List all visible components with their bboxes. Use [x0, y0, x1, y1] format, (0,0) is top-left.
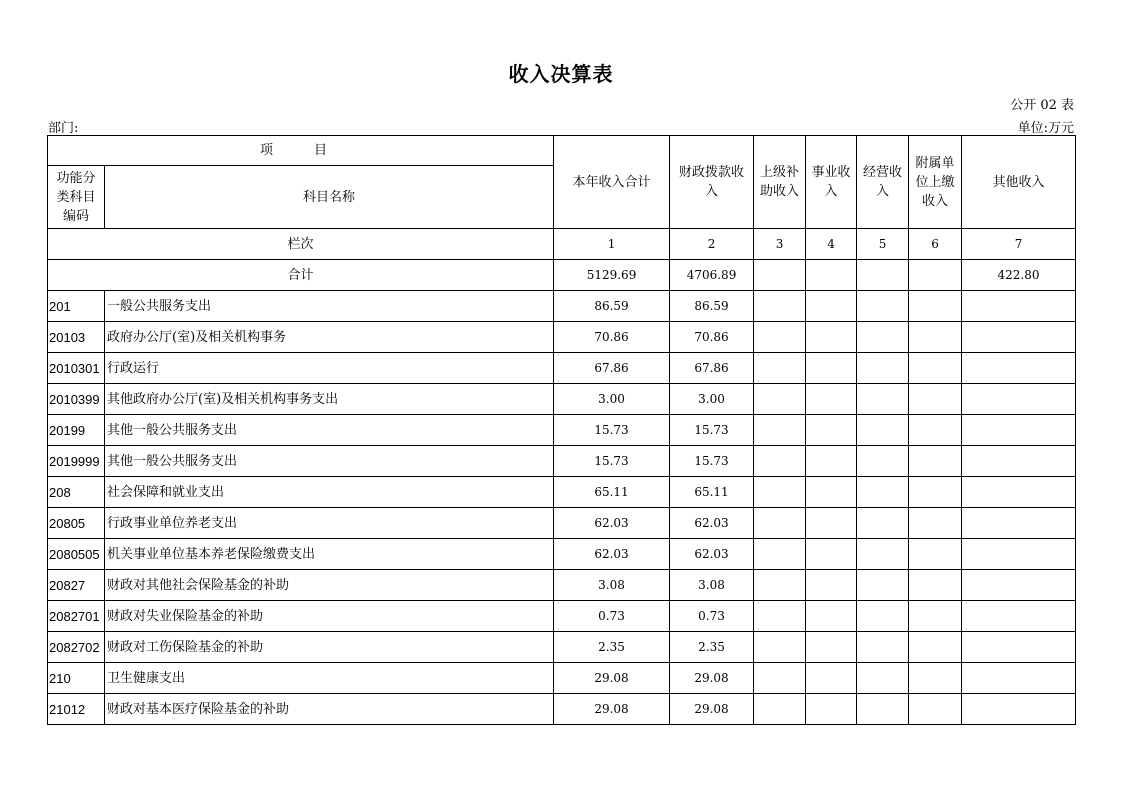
row-operating	[857, 384, 909, 415]
row-other	[962, 353, 1076, 384]
row-operating	[857, 446, 909, 477]
row-total: 86.59	[554, 291, 670, 322]
row-affiliated	[909, 632, 962, 663]
row-code: 2019999	[48, 446, 105, 477]
row-code: 2010399	[48, 384, 105, 415]
row-other	[962, 508, 1076, 539]
row-code: 20199	[48, 415, 105, 446]
row-operating	[857, 353, 909, 384]
row-business	[806, 291, 857, 322]
row-code: 2082701	[48, 601, 105, 632]
table-row	[48, 632, 1076, 663]
row-business	[806, 508, 857, 539]
row-other	[962, 663, 1076, 694]
row-operating	[857, 694, 909, 725]
row-superior	[754, 446, 806, 477]
row-total: 0.73	[554, 601, 670, 632]
row-code: 2010301	[48, 353, 105, 384]
row-superior	[754, 632, 806, 663]
row-business	[806, 539, 857, 570]
row-total: 29.08	[554, 694, 670, 725]
row-total: 2.35	[554, 632, 670, 663]
total-row	[48, 260, 1076, 291]
total-business	[806, 260, 857, 291]
row-other	[962, 384, 1076, 415]
form-code: 公开 02 表	[1010, 98, 1074, 113]
total-sum: 5129.69	[554, 260, 670, 291]
row-business	[806, 694, 857, 725]
table-row	[48, 446, 1076, 477]
row-code: 20827	[48, 570, 105, 601]
header-affiliated: 附属单位上缴收入	[909, 136, 962, 229]
unit-label: 单位:万元	[1017, 121, 1074, 136]
row-total: 65.11	[554, 477, 670, 508]
table-row	[48, 508, 1076, 539]
row-other	[962, 601, 1076, 632]
income-table	[47, 135, 1076, 725]
row-total: 3.08	[554, 570, 670, 601]
row-affiliated	[909, 384, 962, 415]
table-row	[48, 384, 1076, 415]
row-other	[962, 446, 1076, 477]
row-other	[962, 539, 1076, 570]
department-label: 部门:	[48, 121, 79, 136]
total-operating	[857, 260, 909, 291]
row-other	[962, 632, 1076, 663]
row-business	[806, 353, 857, 384]
row-name: 卫生健康支出	[105, 663, 554, 694]
row-total: 67.86	[554, 353, 670, 384]
column-number-row	[48, 229, 1076, 260]
row-business	[806, 663, 857, 694]
row-affiliated	[909, 291, 962, 322]
row-fiscal: 29.08	[670, 663, 754, 694]
row-affiliated	[909, 477, 962, 508]
row-name: 行政事业单位养老支出	[105, 508, 554, 539]
row-fiscal: 15.73	[670, 446, 754, 477]
column-number: 1	[554, 229, 670, 260]
table-row	[48, 477, 1076, 508]
row-code: 2080505	[48, 539, 105, 570]
header-other: 其他收入	[962, 136, 1076, 229]
row-operating	[857, 632, 909, 663]
table-row	[48, 694, 1076, 725]
table-row	[48, 353, 1076, 384]
row-superior	[754, 353, 806, 384]
row-code: 21012	[48, 694, 105, 725]
row-name: 社会保障和就业支出	[105, 477, 554, 508]
total-other: 422.80	[962, 260, 1076, 291]
table-row	[48, 415, 1076, 446]
column-number: 2	[670, 229, 754, 260]
row-operating	[857, 415, 909, 446]
page-title: 收入决算表	[508, 62, 614, 86]
row-code: 210	[48, 663, 105, 694]
row-fiscal: 62.03	[670, 539, 754, 570]
row-name: 财政对基本医疗保险基金的补助	[105, 694, 554, 725]
header-superior: 上级补助收入	[754, 136, 806, 229]
row-superior	[754, 539, 806, 570]
row-fiscal: 3.00	[670, 384, 754, 415]
row-business	[806, 632, 857, 663]
row-business	[806, 322, 857, 353]
row-name: 一般公共服务支出	[105, 291, 554, 322]
header-operating: 经营收入	[857, 136, 909, 229]
total-affiliated	[909, 260, 962, 291]
row-fiscal: 15.73	[670, 415, 754, 446]
row-affiliated	[909, 570, 962, 601]
row-superior	[754, 663, 806, 694]
row-business	[806, 415, 857, 446]
row-name: 其他政府办公厅(室)及相关机构事务支出	[105, 384, 554, 415]
row-affiliated	[909, 353, 962, 384]
row-other	[962, 570, 1076, 601]
row-fiscal: 2.35	[670, 632, 754, 663]
row-fiscal: 70.86	[670, 322, 754, 353]
row-code: 2082702	[48, 632, 105, 663]
table-row	[48, 663, 1076, 694]
row-business	[806, 570, 857, 601]
row-operating	[857, 570, 909, 601]
row-affiliated	[909, 539, 962, 570]
row-fiscal: 3.08	[670, 570, 754, 601]
row-operating	[857, 291, 909, 322]
row-code: 20805	[48, 508, 105, 539]
row-superior	[754, 291, 806, 322]
total-label: 合计	[48, 260, 554, 291]
header-item: 项 目	[48, 136, 554, 166]
header-fiscal: 财政拨款收入	[670, 136, 754, 229]
header-business: 事业收入	[806, 136, 857, 229]
row-fiscal: 0.73	[670, 601, 754, 632]
row-other	[962, 291, 1076, 322]
header-row-top	[48, 136, 1076, 166]
row-affiliated	[909, 663, 962, 694]
row-superior	[754, 384, 806, 415]
table-row	[48, 570, 1076, 601]
row-superior	[754, 477, 806, 508]
row-fiscal: 65.11	[670, 477, 754, 508]
row-affiliated	[909, 508, 962, 539]
table-row	[48, 291, 1076, 322]
row-affiliated	[909, 415, 962, 446]
row-superior	[754, 508, 806, 539]
row-fiscal: 29.08	[670, 694, 754, 725]
row-other	[962, 415, 1076, 446]
row-fiscal: 62.03	[670, 508, 754, 539]
row-name: 财政对工伤保险基金的补助	[105, 632, 554, 663]
row-total: 62.03	[554, 508, 670, 539]
row-name: 政府办公厅(室)及相关机构事务	[105, 322, 554, 353]
row-business	[806, 446, 857, 477]
row-fiscal: 86.59	[670, 291, 754, 322]
row-superior	[754, 601, 806, 632]
row-code: 20103	[48, 322, 105, 353]
row-total: 70.86	[554, 322, 670, 353]
row-name: 其他一般公共服务支出	[105, 446, 554, 477]
row-name: 其他一般公共服务支出	[105, 415, 554, 446]
column-number: 7	[962, 229, 1076, 260]
row-total: 15.73	[554, 446, 670, 477]
row-superior	[754, 694, 806, 725]
row-business	[806, 477, 857, 508]
row-fiscal: 67.86	[670, 353, 754, 384]
row-business	[806, 601, 857, 632]
header-name: 科目名称	[105, 166, 554, 229]
row-total: 62.03	[554, 539, 670, 570]
row-other	[962, 477, 1076, 508]
total-fiscal: 4706.89	[670, 260, 754, 291]
row-operating	[857, 663, 909, 694]
row-business	[806, 384, 857, 415]
total-superior	[754, 260, 806, 291]
table-row	[48, 322, 1076, 353]
row-name: 行政运行	[105, 353, 554, 384]
header-total: 本年收入合计	[554, 136, 670, 229]
row-affiliated	[909, 446, 962, 477]
table-row	[48, 601, 1076, 632]
row-total: 29.08	[554, 663, 670, 694]
row-operating	[857, 539, 909, 570]
row-name: 机关事业单位基本养老保险缴费支出	[105, 539, 554, 570]
row-operating	[857, 508, 909, 539]
row-total: 3.00	[554, 384, 670, 415]
row-operating	[857, 477, 909, 508]
table-row	[48, 539, 1076, 570]
column-number-label: 栏次	[48, 229, 554, 260]
row-code: 201	[48, 291, 105, 322]
column-number: 3	[754, 229, 806, 260]
row-other	[962, 694, 1076, 725]
row-affiliated	[909, 322, 962, 353]
row-operating	[857, 322, 909, 353]
row-total: 15.73	[554, 415, 670, 446]
row-superior	[754, 322, 806, 353]
column-number: 4	[806, 229, 857, 260]
header-code: 功能分类科目编码	[48, 166, 105, 229]
column-number: 5	[857, 229, 909, 260]
row-affiliated	[909, 694, 962, 725]
row-name: 财政对失业保险基金的补助	[105, 601, 554, 632]
row-other	[962, 322, 1076, 353]
row-code: 208	[48, 477, 105, 508]
row-operating	[857, 601, 909, 632]
row-name: 财政对其他社会保险基金的补助	[105, 570, 554, 601]
row-superior	[754, 415, 806, 446]
column-number: 6	[909, 229, 962, 260]
row-superior	[754, 570, 806, 601]
row-affiliated	[909, 601, 962, 632]
